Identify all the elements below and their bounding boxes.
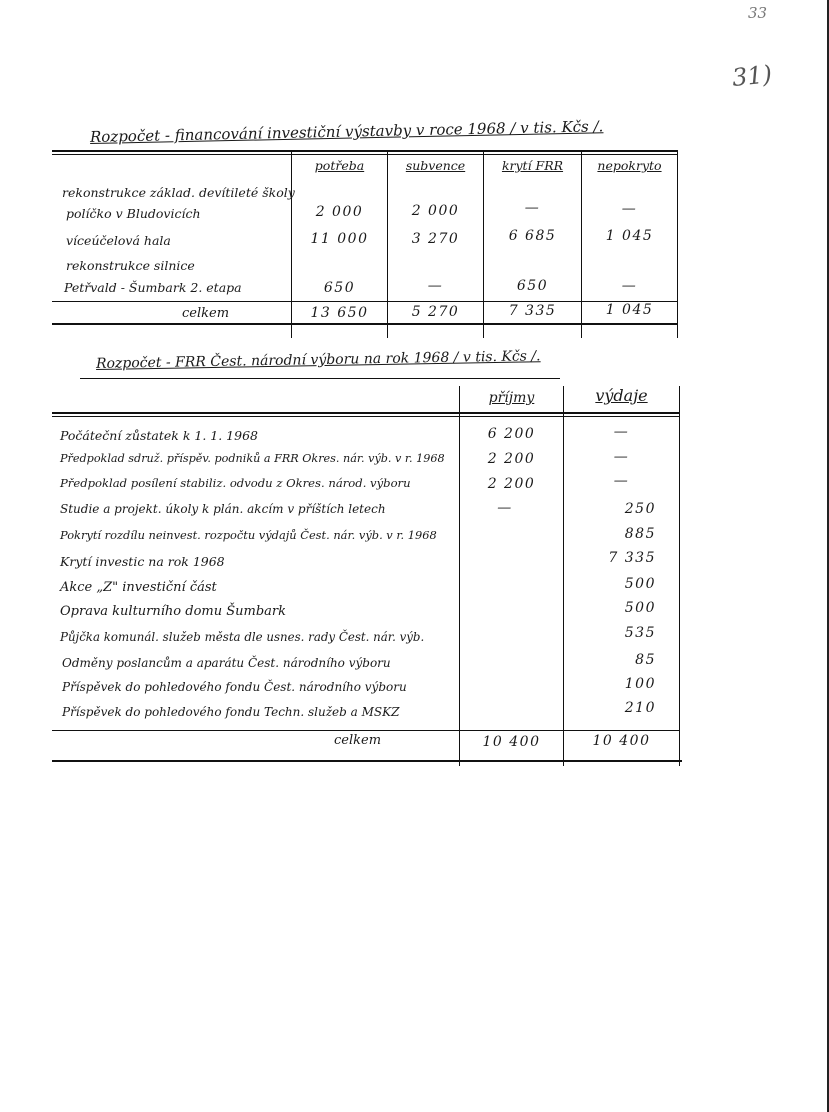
table-1-total-cell: 5 270 — [411, 304, 460, 320]
table-2-expense-cell: — — [613, 449, 630, 465]
table-1-row-label: víceúčelová hala — [66, 233, 171, 248]
table-1-row-label: Petřvald - Šumbark 2. etapa — [64, 280, 242, 295]
table-1-total-cell: 7 335 — [508, 303, 557, 319]
table-1-cell: — — [524, 200, 541, 216]
table-2-expense-cell: 7 335 — [608, 550, 656, 566]
table-1-cell: 3 270 — [411, 231, 460, 247]
table-1-header-need: potřeba — [314, 158, 365, 173]
table-2-row-label: Počáteční zůstatek k 1. 1. 1968 — [60, 428, 258, 443]
table-1-header-uncovered: nepokryto — [597, 158, 662, 173]
table-2-row-label: Příspěvek do pohledového fondu Čest. národního výboru — [62, 680, 407, 694]
table-1-header-subsidy: subvence — [405, 158, 466, 173]
table-2-expense-cell: — — [613, 473, 630, 489]
circled-page-number: 31) — [730, 59, 774, 93]
table-1-cell: 650 — [323, 280, 356, 296]
table-2-expense-cell: 885 — [624, 526, 656, 542]
table-2-income-cell: 2 200 — [487, 451, 536, 467]
table-2-expense-cell: 85 — [635, 652, 656, 668]
table-2-total-income: 10 400 — [482, 734, 541, 750]
table-2-total-label: celkem — [334, 733, 382, 748]
table-1-row-label: políčko v Bludovicích — [66, 206, 201, 221]
table-2-title: Rozpočet - FRR Čest. národní výboru na rok 1968 / v tis. Kčs /. — [95, 348, 541, 372]
table-2-total-rule — [52, 730, 680, 731]
table-1-total-label: celkem — [182, 306, 230, 321]
table-2-row-label: Studie a projekt. úkoly k plán. akcím v příštích letech — [60, 502, 386, 516]
table-1-cell: 11 000 — [310, 231, 369, 247]
table-2-expense-cell: 500 — [624, 576, 656, 592]
table-2-expense-cell: 535 — [624, 625, 656, 641]
table-1-row-label: rekonstrukce silnice — [66, 258, 195, 273]
table-1-cell: 2 000 — [315, 204, 364, 220]
table-2-income-cell: 6 200 — [487, 426, 536, 442]
table-2-row-label: Půjčka komunál. služeb města dle usnes. rady Čest. nár. výb. — [60, 630, 425, 644]
table-1-top-rule-2 — [52, 154, 678, 155]
table-2-top-rule — [52, 412, 680, 414]
table-1-cell: 6 685 — [508, 228, 557, 244]
table-1-bottom-rule — [52, 323, 678, 325]
table-2-header-expense: výdaje — [595, 386, 648, 405]
table-2-title-rule — [80, 378, 560, 379]
table-2-header-income: příjmy — [488, 390, 535, 406]
table-1-col-rule — [677, 150, 678, 338]
table-2-expense-cell: 100 — [624, 676, 656, 692]
table-2-row-label: Odměny poslancům a aparátu Čest. národního výboru — [62, 656, 391, 670]
table-2-row-label: Pokrytí rozdílu neinvest. rozpočtu výdajů Čest. nár. výb. v r. 1968 — [60, 528, 437, 542]
table-2-top-rule-2 — [52, 416, 680, 417]
table-1-cell: — — [621, 278, 638, 294]
table-1-cell: 650 — [516, 278, 549, 294]
table-1-cell: — — [621, 201, 638, 217]
table-2-col-rule — [459, 386, 460, 766]
table-2-expense-cell: — — [613, 424, 630, 440]
table-2-col-rule — [679, 386, 680, 766]
table-2-income-cell: 2 200 — [487, 476, 536, 492]
table-1-cell: — — [427, 278, 444, 294]
table-1-top-rule — [52, 150, 678, 152]
table-2-income-cell: — — [497, 500, 513, 516]
table-2-expense-cell: 250 — [624, 501, 656, 517]
table-2-row-label: Předpoklad posílení stabiliz. odvodu z Okres. národ. výboru — [60, 476, 411, 490]
table-2-total-expense: 10 400 — [592, 733, 651, 749]
table-1-cell: 2 000 — [411, 203, 460, 219]
table-2-row-label: Předpoklad sdruž. příspěv. podniků a FRR Okres. nár. výb. v r. 1968 — [60, 452, 445, 465]
table-1-total-cell: 1 045 — [605, 302, 654, 318]
table-2-expense-cell: 500 — [624, 600, 656, 616]
page-number-mark: 33 — [748, 4, 768, 22]
table-1-title: Rozpočet - financování investiční výstavby v roce 1968 / v tis. Kčs /. — [89, 117, 604, 146]
table-2-bottom-rule — [52, 760, 682, 762]
table-2-row-label: Krytí investic na rok 1968 — [60, 554, 225, 569]
table-2-expense-cell: 210 — [624, 700, 656, 716]
table-2-row-label: Akce „Z" investiční část — [60, 580, 217, 595]
table-1-header-frr: krytí FRR — [501, 158, 564, 173]
table-1-cell: 1 045 — [605, 228, 654, 244]
table-1-row-label: rekonstrukce základ. devítileté školy — [62, 185, 295, 200]
table-2-row-label: Příspěvek do pohledového fondu Techn. služeb a MSKZ — [62, 705, 400, 719]
table-2-row-label: Oprava kulturního domu Šumbark — [60, 604, 287, 619]
table-1-total-cell: 13 650 — [310, 305, 369, 321]
